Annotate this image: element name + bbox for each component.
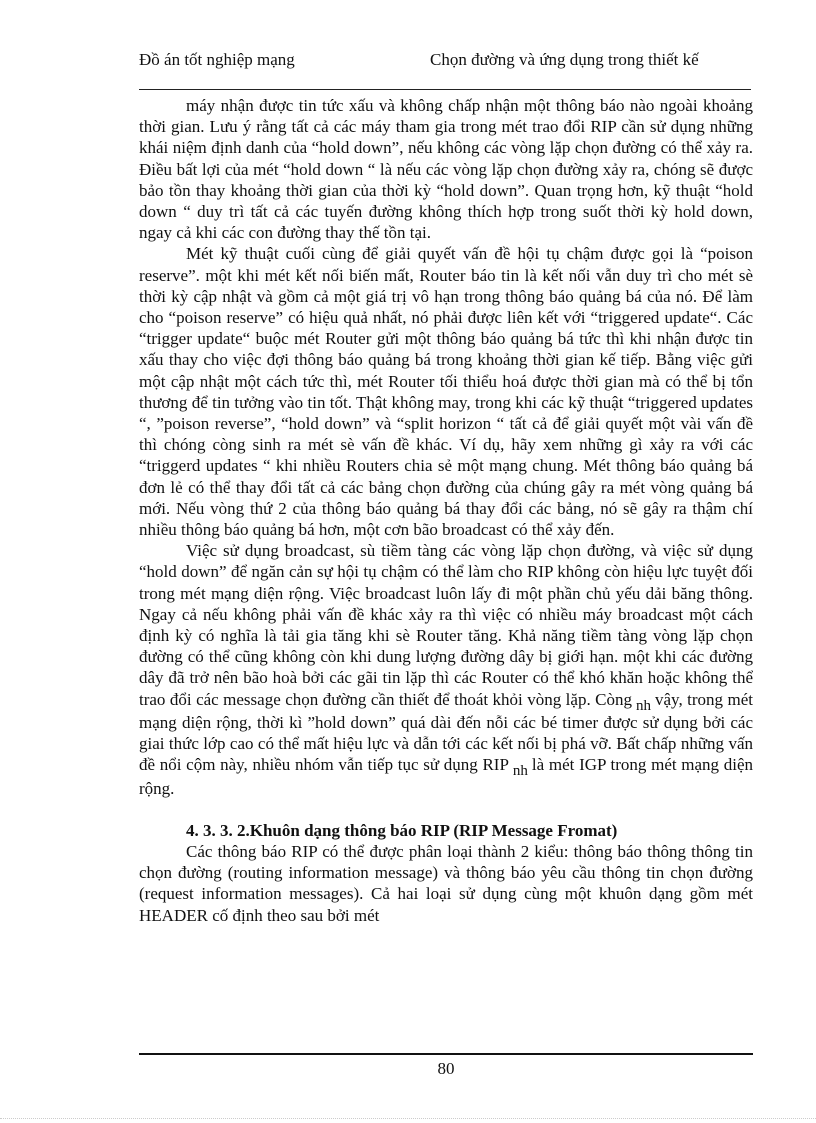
footer-divider: [139, 1053, 753, 1055]
paragraph-2: Mét kỹ thuật cuối cùng để giải quyết vấn đề hội tụ chậm được gọi là “poison reserve”. một khi mét kết nối biến mất, Router báo tin là kết nối vẫn duy trì cho mét sè thời kỳ cập nhật và gồm cả một giá trị vô hạn trong thông báo quảng bá của nó. Để làm cho “poison reserve” có hiệu quả nhất, nó phải được liên kết với “triggered update“. Các “trigger update“ buộc mét Router gửi một thông báo quảng bá tức thì khi nhận được tin xấu thay cho việc đợi thông báo quảng bá trong khoảng thời gian kế tiếp. Bằng việc gửi một cập nhật một cách tức thì, mét Router tối thiểu hoá được thời gian mà có thể bị tổn thương để tin tưởng vào tin tốt. Thật không may, trong khi các kỹ thuật “triggered updates “, ”poison reverse”, “hold down” và “split horizon “ tất cả để giải quyết một vài vấn đề thì chóng còng sinh ra mét sè vấn đề khác. Ví dụ, hãy xem những gì xảy ra với các “triggerd updates “ khi nhiều Routers chia sẻ một mạng chung. Mét thông báo quảng bá đơn lẻ có thể thay đổi tất cả các bảng chọn đường của chúng gây ra mét vòng quảng bá mới. Nếu vòng thứ 2 của thông báo quảng bá thay đổi các bảng, nó sẽ gây ra thậm chí nhiều thông báo quảng bá hơn, một cơn bão broadcast có thể xảy đến.: [139, 244, 753, 540]
paragraph-4: Các thông báo RIP có thể được phân loại thành 2 kiểu: thông báo thông thông tin chọn đường (routing information message) và thông báo yêu cầu thông tin chọn đường (request information messages). Cả hai loại sử dụng cùng một khuôn dạng gồm mét HEADER cố định theo sau bởi mét: [139, 841, 753, 925]
paragraph-3: [139, 540, 753, 798]
paragraph-1: máy nhận được tin tức xấu và không chấp nhận một thông báo nào ngoài khoảng thời gian. Lưu ý rằng tất cả các máy tham gia trong mét trao đổi RIP cần sử dụng những khái niệm định danh của “hold down”, nếu không các vòng lặp chọn đường có thể xảy ra. Điều bất lợi của mét “hold down “ là nếu các vòng lặp chọn đường xảy ra, chóng sẽ được bảo tồn thay khoảng thời gian của thời kỳ “hold down”. Quan trọng hơn, kỹ thuật “hold down “ duy trì tất cả các tuyến đường không thích hợp trong suốt thời kỳ hold down, ngay cả khi các con đường thay thế tồn tại.: [139, 96, 753, 243]
header-divider: [139, 89, 751, 90]
page-number: 80: [437, 1059, 455, 1078]
paragraph-3-part-a: Việc sử dụng broadcast, sù tiềm tàng các vòng lặp chọn đường, và việc sử dụng “hold down” để ngăn cản sự hội tụ chậm có thể làm cho RIP không còn hiệu lực tuyệt đối trong mét mạng diện rộng. Việc broadcast luôn lấy đi một phần chủ yếu dải băng thông. Ngay cả nếu không phải vấn đề khác xảy ra thì việc có nhiều máy broadcast một cách định kỳ có nghĩa là tải gia tăng khi sè Router tăng. Khả năng tiềm tàng vòng lặp chọn đường có thể cũng không còn khi dung lượng đường dây bị giới hạn. một khi các đường dây đã trở nên bão hoà bởi các gãi tin lặp thì các Router có thể khó khăn hoặc không thể trao đổi các message chọn đường cần thiết để thoát khỏi vòng lặp. Còng: [139, 541, 753, 709]
paragraph-3-part-c: là mét IGP trong mét mạng diện rộng.: [139, 755, 754, 798]
header-left-title: Đồ án tốt nghiệp mạng: [139, 50, 295, 69]
page-bottom-edge: [0, 1118, 816, 1120]
document-body: [139, 95, 753, 926]
paragraph-3-subscript-2: nh: [512, 763, 528, 780]
paragraph-3-subscript-1: nh: [636, 697, 651, 714]
section-heading: 4. 3. 3. 2.Khuôn dạng thông báo RIP (RIP Message Fromat): [186, 820, 618, 840]
header-right-title: Chọn đường và ứng dụng trong thiết kế: [430, 50, 699, 69]
paragraph-3-part-b: vậy, trong mét mạng diện rộng, thời kì ”hold down” quá dài đến nỗi các bé timer được sử dụng bởi các giai thức lớp cao có thể mất hiệu lực và dẫn tới các kết nối bị phá vỡ. Bất chấp những vấn đề nổi cộm này, nhiều nhóm vẫn tiếp tục sử dụng RIP: [139, 689, 753, 775]
